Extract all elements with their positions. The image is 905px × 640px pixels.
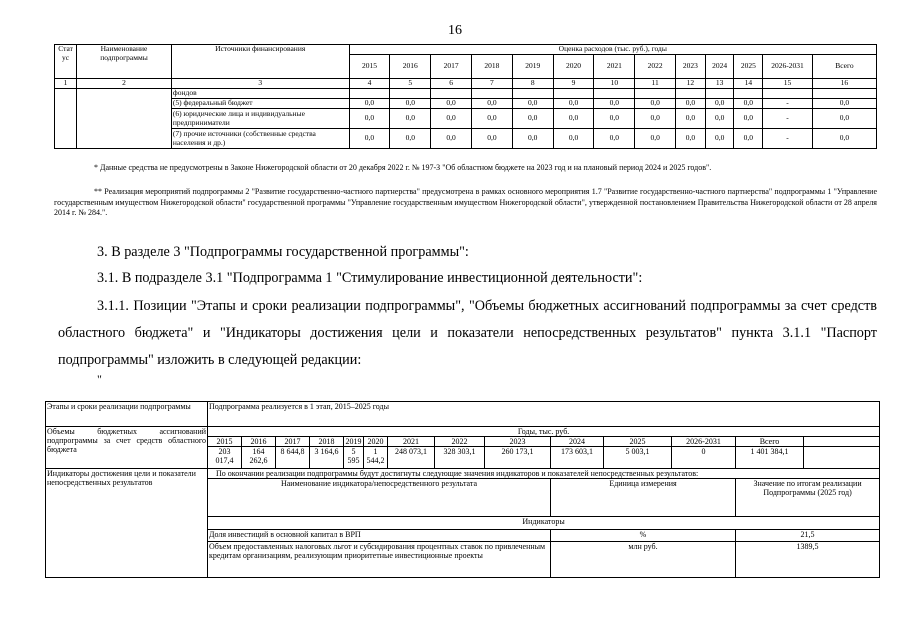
value-cell: 0,0 (705, 109, 734, 129)
paragraph-subsection-3-1: 3.1. В подразделе 3.1 "Подпрограмма 1 "Стимулирование инвестиционной деятельности": (97, 270, 643, 286)
year-cell: 2023 (485, 437, 551, 447)
year-cell: 2017 (276, 437, 310, 447)
value-cell: 0,0 (812, 109, 876, 129)
value-cell: 0,0 (390, 99, 431, 109)
col-number: 3 (171, 79, 349, 89)
col-number: 10 (594, 79, 635, 89)
year-cell: 2020 (364, 437, 388, 447)
header-subprogram: Наименование подпрограммы (77, 45, 172, 79)
amount-cell: 1 544,2 (364, 447, 388, 469)
year-cell: 2022 (435, 437, 485, 447)
year-cell: 2024 (705, 55, 734, 79)
value-cell: 0,0 (349, 109, 390, 129)
amount-cell: 203 017,4 (208, 447, 242, 469)
year-cell: 2016 (390, 55, 431, 79)
col-number: 13 (705, 79, 734, 89)
header-estimate: Оценка расходов (тыс. руб.), годы (349, 45, 876, 55)
header-sources: Источники финансирования (171, 45, 349, 79)
value-cell: 0,0 (390, 109, 431, 129)
value-cell: 0,0 (553, 99, 594, 109)
amount-cell: 0 (672, 447, 736, 469)
amount-cell: 8 644,8 (276, 447, 310, 469)
paragraph-item-3-1-1: 3.1.1. Позиции "Этапы и сроки реализации подпрограммы", "Объемы бюджетных ассигнований подпрограммы за счет средств областного бюджета" и "Индикаторы достижения цели и показатели непосредственных результатов" пункта 3.1.1 "Паспорт подпрограммы" изложить в следующей редакции: (58, 298, 877, 368)
source-label: (6) юридические лица и индивидуальные предприниматели (171, 109, 349, 129)
table-row (55, 129, 877, 149)
value-cell: 0,0 (512, 99, 553, 109)
col-number: 12 (676, 79, 706, 89)
col-number: 7 (471, 79, 512, 89)
footnote-2: ** Реализация мероприятий подпрограммы 2 "Развитие государственно-частного партнерства" предусмотрена в рамках основного мероприятия 1.7 "Развитие государственно-частного партнерства" подпрограммы 1 "Управление государственным имуществом Нижегородской области" государственной программы "Управление государственным имуществом Нижегородской области", утвержденной постановлением Правительства Нижегородской области от 28 апреля 2014 г. № 284.". (54, 187, 877, 217)
page-number: 16 (448, 23, 462, 38)
value-cell: 0,0 (676, 99, 706, 109)
amount-cell: 3 164,6 (310, 447, 344, 469)
indicator-unit: % (551, 530, 736, 542)
year-cell: 2020 (553, 55, 594, 79)
year-cell: 2015 (208, 437, 242, 447)
indicators-intro: По окончании реализации подпрограммы будут достигнуты следующие значения индикаторов и показателей непосредственных результатов: (208, 469, 880, 479)
value-cell: 0,0 (594, 109, 635, 129)
year-cell: 2016 (242, 437, 276, 447)
opening-quote: " (97, 372, 102, 386)
source-label: (7) прочие источники (собственные средства населения и др.) (171, 129, 349, 149)
year-cell: 2015 (349, 55, 390, 79)
year-cell: 2026-2031 (763, 55, 813, 79)
value-cell: - (763, 99, 813, 109)
table-row (55, 99, 877, 109)
year-cell: 2023 (676, 55, 706, 79)
year-cell: 2026-2031 (672, 437, 736, 447)
value-cell: - (763, 109, 813, 129)
year-cell: 2019 (512, 55, 553, 79)
value-cell: 0,0 (676, 129, 706, 149)
value-cell: 0,0 (349, 129, 390, 149)
amount-cell: 248 073,1 (388, 447, 435, 469)
col-number: 15 (763, 79, 813, 89)
col-number: 14 (734, 79, 763, 89)
amount-cell: 260 173,1 (485, 447, 551, 469)
col-name-header: Наименование индикатора/непосредственного результата (208, 479, 551, 517)
amount-cell: 328 303,1 (435, 447, 485, 469)
amount-cell: 1 401 384,1 (736, 447, 804, 469)
amount-cell: 5 595 (344, 447, 364, 469)
indicator-name: Объем предоставленных налоговых льгот и субсидирования процентных ставок по привлеченным кредитам организациям, реализующим приоритетные инвестиционные проекты (208, 542, 551, 578)
year-cell: 2022 (635, 55, 676, 79)
years-header: Годы, тыс. руб. (208, 427, 880, 437)
year-cell: 2024 (551, 437, 604, 447)
header-status: Стат ус (55, 45, 77, 79)
value-cell: 0,0 (812, 129, 876, 149)
volumes-label: Объемы бюджетных ассигнований подпрограммы за счет средств областного бюджета (46, 427, 208, 469)
year-cell: 2019 (345, 437, 362, 446)
stages-label: Этапы и сроки реализации подпрограммы (46, 402, 208, 427)
budget-table (54, 44, 877, 149)
value-cell: 0,0 (594, 99, 635, 109)
value-cell: 0,0 (676, 109, 706, 129)
value-cell: 0,0 (471, 99, 512, 109)
footnote-1: * Данные средства не предусмотрены в Законе Нижегородской области от 20 декабря 2022 г. № 197-З "Об областном бюджете на 2023 год и на плановый период 2024 и 2025 годов". (94, 163, 712, 172)
value-cell: 0,0 (812, 99, 876, 109)
source-label: фондов (171, 89, 349, 99)
col-number: 6 (431, 79, 472, 89)
col-number: 4 (349, 79, 390, 89)
value-cell: 0,0 (553, 109, 594, 129)
value-cell: 0,0 (734, 99, 763, 109)
indicator-value: 21,5 (736, 530, 880, 542)
value-cell: 0,0 (705, 99, 734, 109)
amount-cell: 164 262,6 (242, 447, 276, 469)
value-cell: 0,0 (471, 109, 512, 129)
year-cell: 2017 (431, 55, 472, 79)
value-cell: 0,0 (635, 129, 676, 149)
col-number: 16 (812, 79, 876, 89)
value-cell: 0,0 (431, 129, 472, 149)
indicator-name: Доля инвестиций в основной капитал в ВРП (208, 530, 551, 542)
col-unit-header: Единица измерения (551, 479, 736, 517)
paragraph-section-3: 3. В разделе 3 "Подпрограммы государственной программы": (97, 244, 469, 260)
value-cell: 0,0 (431, 109, 472, 129)
table-row (55, 109, 877, 129)
indicators-label: Индикаторы достижения цели и показатели непосредственных результатов (46, 469, 208, 578)
stages-value: Подпрограмма реализуется в 1 этап, 2015–2025 годы (208, 402, 880, 427)
col-number: 2 (77, 79, 172, 89)
year-cell: Всего (812, 55, 876, 79)
col-number: 8 (512, 79, 553, 89)
value-cell: 0,0 (390, 129, 431, 149)
value-cell: 0,0 (512, 109, 553, 129)
value-cell: - (763, 129, 813, 149)
value-cell: 0,0 (431, 99, 472, 109)
col-number: 9 (553, 79, 594, 89)
value-cell: 0,0 (553, 129, 594, 149)
value-cell: 0,0 (734, 109, 763, 129)
year-cell: 2025 (604, 437, 672, 447)
year-cell: 2018 (310, 437, 344, 447)
year-cell: Всего (736, 437, 804, 447)
value-cell: 0,0 (705, 129, 734, 149)
amount-cell: 173 603,1 (551, 447, 604, 469)
passport-table (45, 401, 880, 578)
col-number: 5 (390, 79, 431, 89)
value-cell: 0,0 (635, 99, 676, 109)
year-cell: 2021 (388, 437, 435, 447)
amount-cell: 5 003,1 (604, 447, 672, 469)
value-cell: 0,0 (635, 109, 676, 129)
value-cell: 0,0 (349, 99, 390, 109)
value-cell: 0,0 (512, 129, 553, 149)
source-label: (5) федеральный бюджет (171, 99, 349, 109)
year-cell: 2025 (734, 55, 763, 79)
value-cell: 0,0 (734, 129, 763, 149)
section-indicators: Индикаторы (208, 517, 880, 530)
col-number: 11 (635, 79, 676, 89)
indicator-unit: млн руб. (551, 542, 736, 578)
year-cell: 2018 (471, 55, 512, 79)
year-cell: 2021 (594, 55, 635, 79)
indicator-value: 1389,5 (736, 542, 880, 578)
col-number: 1 (55, 79, 77, 89)
col-value-header: Значение по итогам реализации Подпрограммы (2025 год) (736, 479, 880, 517)
value-cell: 0,0 (471, 129, 512, 149)
value-cell: 0,0 (594, 129, 635, 149)
